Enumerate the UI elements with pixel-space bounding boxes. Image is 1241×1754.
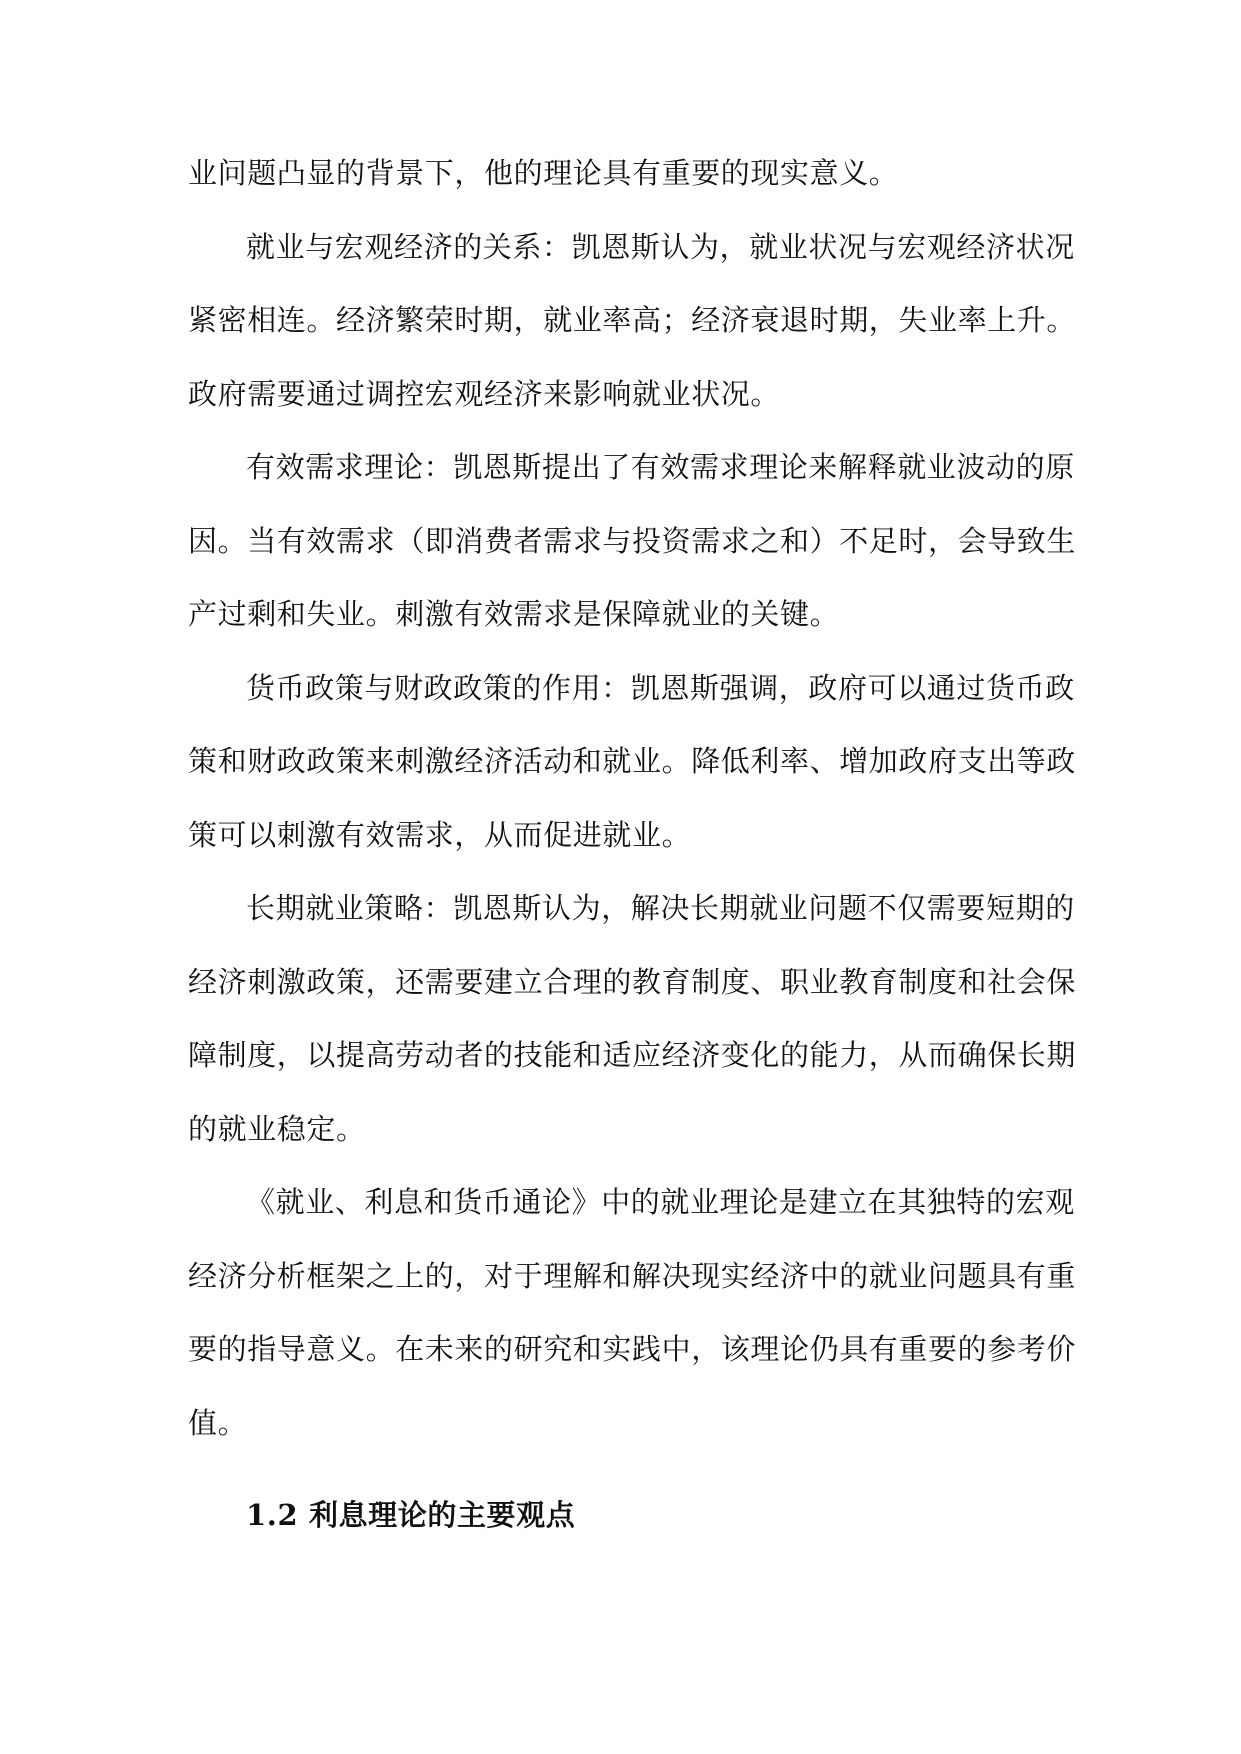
paragraph-6-line-4: 值。 [188,1405,248,1440]
paragraph-5-line-4: 的就业稳定。 [188,1111,366,1146]
paragraph-5-line-1: 长期就业策略：凯恩斯认为，解决长期就业问题不仅需要短期的 [246,891,1075,925]
paragraph-6-line-3: 要的指导意义。在未来的研究和实践中，该理论仍具有重要的参考价 [188,1332,1077,1366]
section-heading: 1.2 利息理论的主要观点 [246,1498,576,1532]
paragraph-5-line-2: 经济刺激政策，还需要建立合理的教育制度、职业教育制度和社会保 [188,964,1077,999]
paragraph-3-line-2: 因。当有效需求（即消费者需求与投资需求之和）不足时，会导致生 [188,523,1077,558]
paragraph-2-line-3: 政府需要通过调控宏观经济来影响就业状况。 [188,376,781,411]
paragraph-6-line-2: 经济分析框架之上的，对于理解和解决现实经济中的就业问题具有重 [188,1258,1077,1293]
paragraph-1-line-1: 业问题凸显的背景下，他的理论具有重要的现实意义。 [188,156,899,190]
paragraph-2-line-1: 就业与宏观经济的关系：凯恩斯认为，就业状况与宏观经济状况 [246,229,1075,264]
paragraph-4-line-1: 货币政策与财政政策的作用：凯恩斯强调，政府可以通过货币政 [246,670,1075,705]
paragraph-5-line-3: 障制度，以提高劳动者的技能和适应经济变化的能力，从而确保长期 [188,1038,1077,1072]
body-text [188,143,1077,1466]
paragraph-3-line-3: 产过剩和失业。刺激有效需求是保障就业的关键。 [188,597,840,631]
paragraph-2-line-2: 紧密相连。经济繁荣时期，就业率高；经济衰退时期，失业率上升。 [188,303,1077,337]
paragraph-3-line-1: 有效需求理论：凯恩斯提出了有效需求理论来解释就业波动的原 [246,450,1075,484]
paragraph-4-line-3: 策可以刺激有效需求，从而促进就业。 [188,817,692,852]
paragraph-6-line-1: 《就业、利息和货币通论》中的就业理论是建立在其独特的宏观 [246,1185,1075,1219]
paragraph-4-line-2: 策和财政政策来刺激经济活动和就业。降低利率、增加政府支出等政 [188,744,1077,778]
